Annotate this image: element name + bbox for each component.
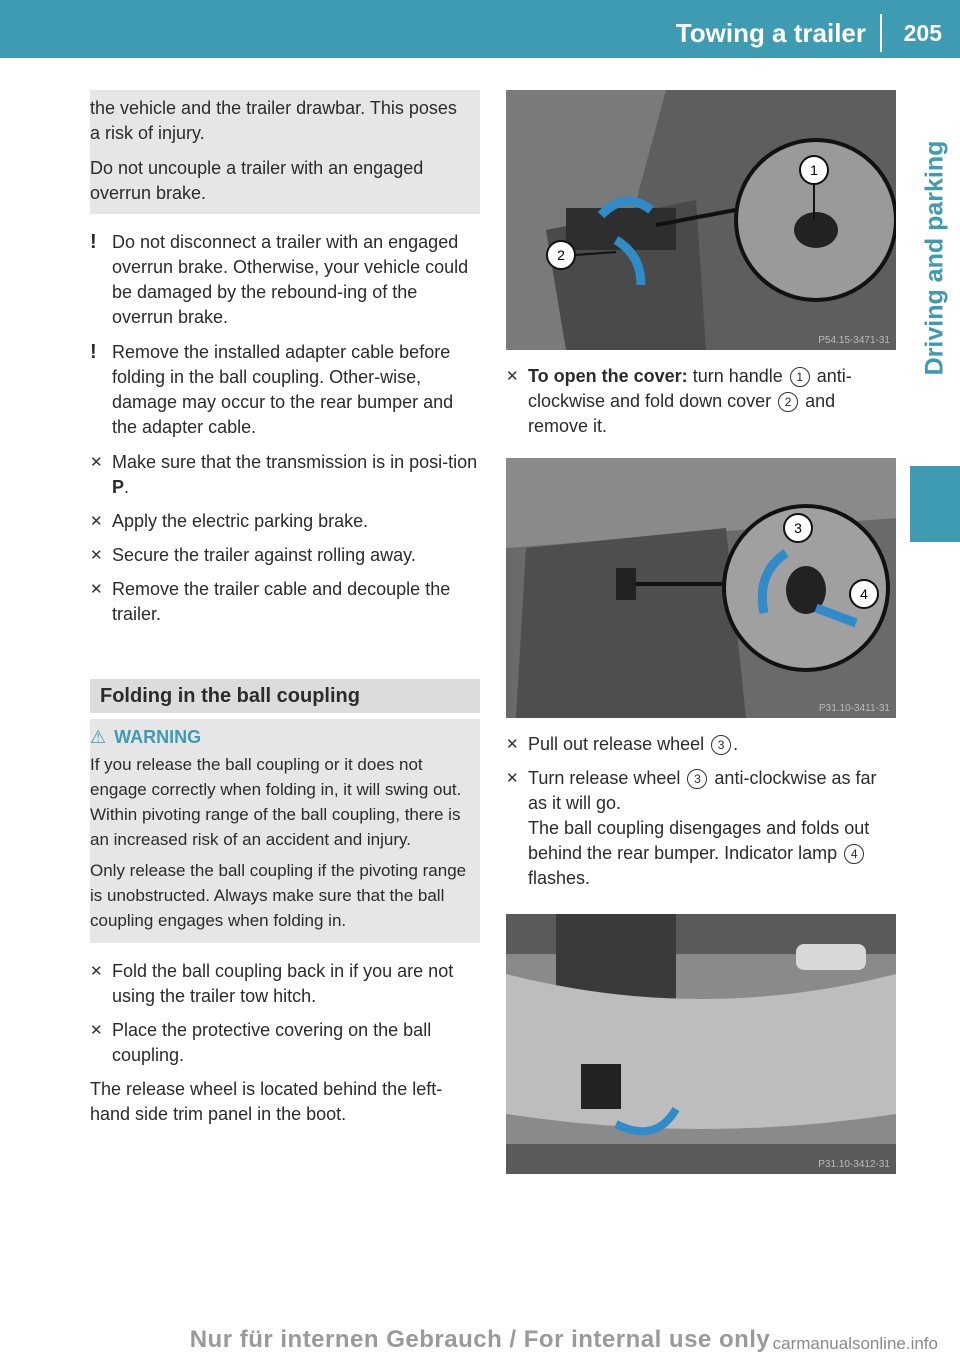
warning-continuation xyxy=(90,90,480,214)
step-arrow-icon: ✕ xyxy=(90,547,103,564)
footer-text: Nur für internen Gebrauch / For internal use only xyxy=(189,1326,771,1353)
step-item xyxy=(90,450,480,500)
step-after: . xyxy=(733,734,739,754)
callout-3-label: 3 xyxy=(794,520,802,536)
callout-ref: 1 xyxy=(790,367,810,387)
step-text: Apply the electric parking brake. xyxy=(112,511,369,531)
step-item xyxy=(90,1018,480,1068)
notice-mark-icon: ! xyxy=(90,341,97,363)
photo-cover-handle xyxy=(506,90,896,350)
step-arrow-icon: ✕ xyxy=(90,513,103,530)
step-text: Turn release wheel xyxy=(528,768,686,788)
step-arrow-icon: ✕ xyxy=(506,368,519,385)
step-item xyxy=(90,577,480,627)
step-text: Secure the trailer against rolling away. xyxy=(112,545,416,565)
image-caption: P31.10-3411-31 xyxy=(819,703,890,714)
callout-1-label: 1 xyxy=(810,162,818,178)
step-item xyxy=(506,364,896,439)
callout-2-label: 2 xyxy=(557,247,565,263)
notice-text: Remove the installed adapter cable before folding in the ball coupling. Other-wise, damage may occur to the rear bumper and the adapter cable. xyxy=(112,342,454,437)
callout-ref: 3 xyxy=(711,735,731,755)
watermark: carmanualsonline.info xyxy=(772,1334,938,1353)
page-number: 205 xyxy=(903,20,942,46)
step-text: Make sure that the transmission is in posi-tion xyxy=(112,452,478,472)
side-tab-label: Driving and parking xyxy=(920,140,949,376)
notice-1 xyxy=(90,230,480,330)
image-caption: P54.15-3471-31 xyxy=(818,335,890,346)
callout-ref: 2 xyxy=(778,392,798,412)
callout-ref: 3 xyxy=(687,769,707,789)
header-bar xyxy=(0,0,960,58)
warning-text-1: the vehicle and the trailer drawbar. This poses a risk of injury. xyxy=(90,98,457,143)
callout-4-label: 4 xyxy=(860,586,868,602)
step-arrow-icon: ✕ xyxy=(90,1022,103,1039)
step-arrow-icon: ✕ xyxy=(506,736,519,753)
step-arrow-icon: ✕ xyxy=(90,963,103,980)
step-text: Remove the trailer cable and decouple the trailer. xyxy=(112,579,451,624)
warning-paragraph: If you release the ball coupling or it does not engage correctly when folding in, it will swing out. Within pivoting range of the ball coupling, there is an increased risk of an accident and injury. xyxy=(90,755,462,849)
step-bold: P xyxy=(112,477,125,497)
step-text: anti-clockwise as far as it will go. xyxy=(528,768,877,813)
section-title: Folding in the ball coupling xyxy=(90,679,480,713)
step-text: The ball coupling disengages and folds out behind the rear bumper. Indicator lamp xyxy=(528,818,870,863)
step-bold: To open the cover: xyxy=(528,366,688,386)
step-text: Fold the ball coupling back in if you are not using the trailer tow hitch. xyxy=(112,961,454,1006)
step-item xyxy=(90,959,480,1009)
warning-title-text: WARNING xyxy=(114,727,202,747)
step-text: and remove it. xyxy=(528,391,836,436)
step-arrow-icon: ✕ xyxy=(90,454,103,471)
step-item xyxy=(90,509,480,534)
right-column xyxy=(506,90,896,1174)
notice-mark-icon: ! xyxy=(90,231,97,253)
step-arrow-icon: ✕ xyxy=(90,581,103,598)
warning-box xyxy=(90,719,480,943)
closing-text: The release wheel is located behind the left-hand side trim panel in the boot. xyxy=(90,1079,443,1124)
header-title: Towing a trailer xyxy=(676,14,882,52)
warning-paragraph: Only release the ball coupling if the pivoting range is unobstructed. Always make sure that the ball coupling engages when folding in. xyxy=(90,861,467,930)
side-tab xyxy=(910,58,960,458)
step-item xyxy=(506,766,896,891)
warning-triangle-icon: ⚠ xyxy=(90,727,107,747)
photo-ball-coupling xyxy=(506,914,896,1174)
callout-ref: 4 xyxy=(844,844,864,864)
step-item xyxy=(506,732,896,757)
step-text: Pull out release wheel xyxy=(528,734,710,754)
side-tab-marker xyxy=(910,466,960,542)
step-after: . xyxy=(124,477,130,497)
left-column xyxy=(90,90,480,1137)
step-text: anti-clockwise and fold down cover xyxy=(528,366,852,411)
image-caption: P31.10-3412-31 xyxy=(818,1159,890,1170)
step-item xyxy=(90,543,480,568)
photo-release-wheel xyxy=(506,458,896,718)
step-after: flashes. xyxy=(528,868,591,888)
step-arrow-icon: ✕ xyxy=(506,770,519,787)
step-text: turn handle xyxy=(687,366,788,386)
notice-2 xyxy=(90,340,480,440)
warning-text-2: Do not uncouple a trailer with an engaged overrun brake. xyxy=(90,158,424,203)
warning-title xyxy=(90,725,472,750)
notice-text: Do not disconnect a trailer with an engaged overrun brake. Otherwise, your vehicle could be damaged by the rebound-ing of the overrun brake. xyxy=(112,232,469,327)
step-text: Place the protective covering on the ball coupling. xyxy=(112,1020,432,1065)
